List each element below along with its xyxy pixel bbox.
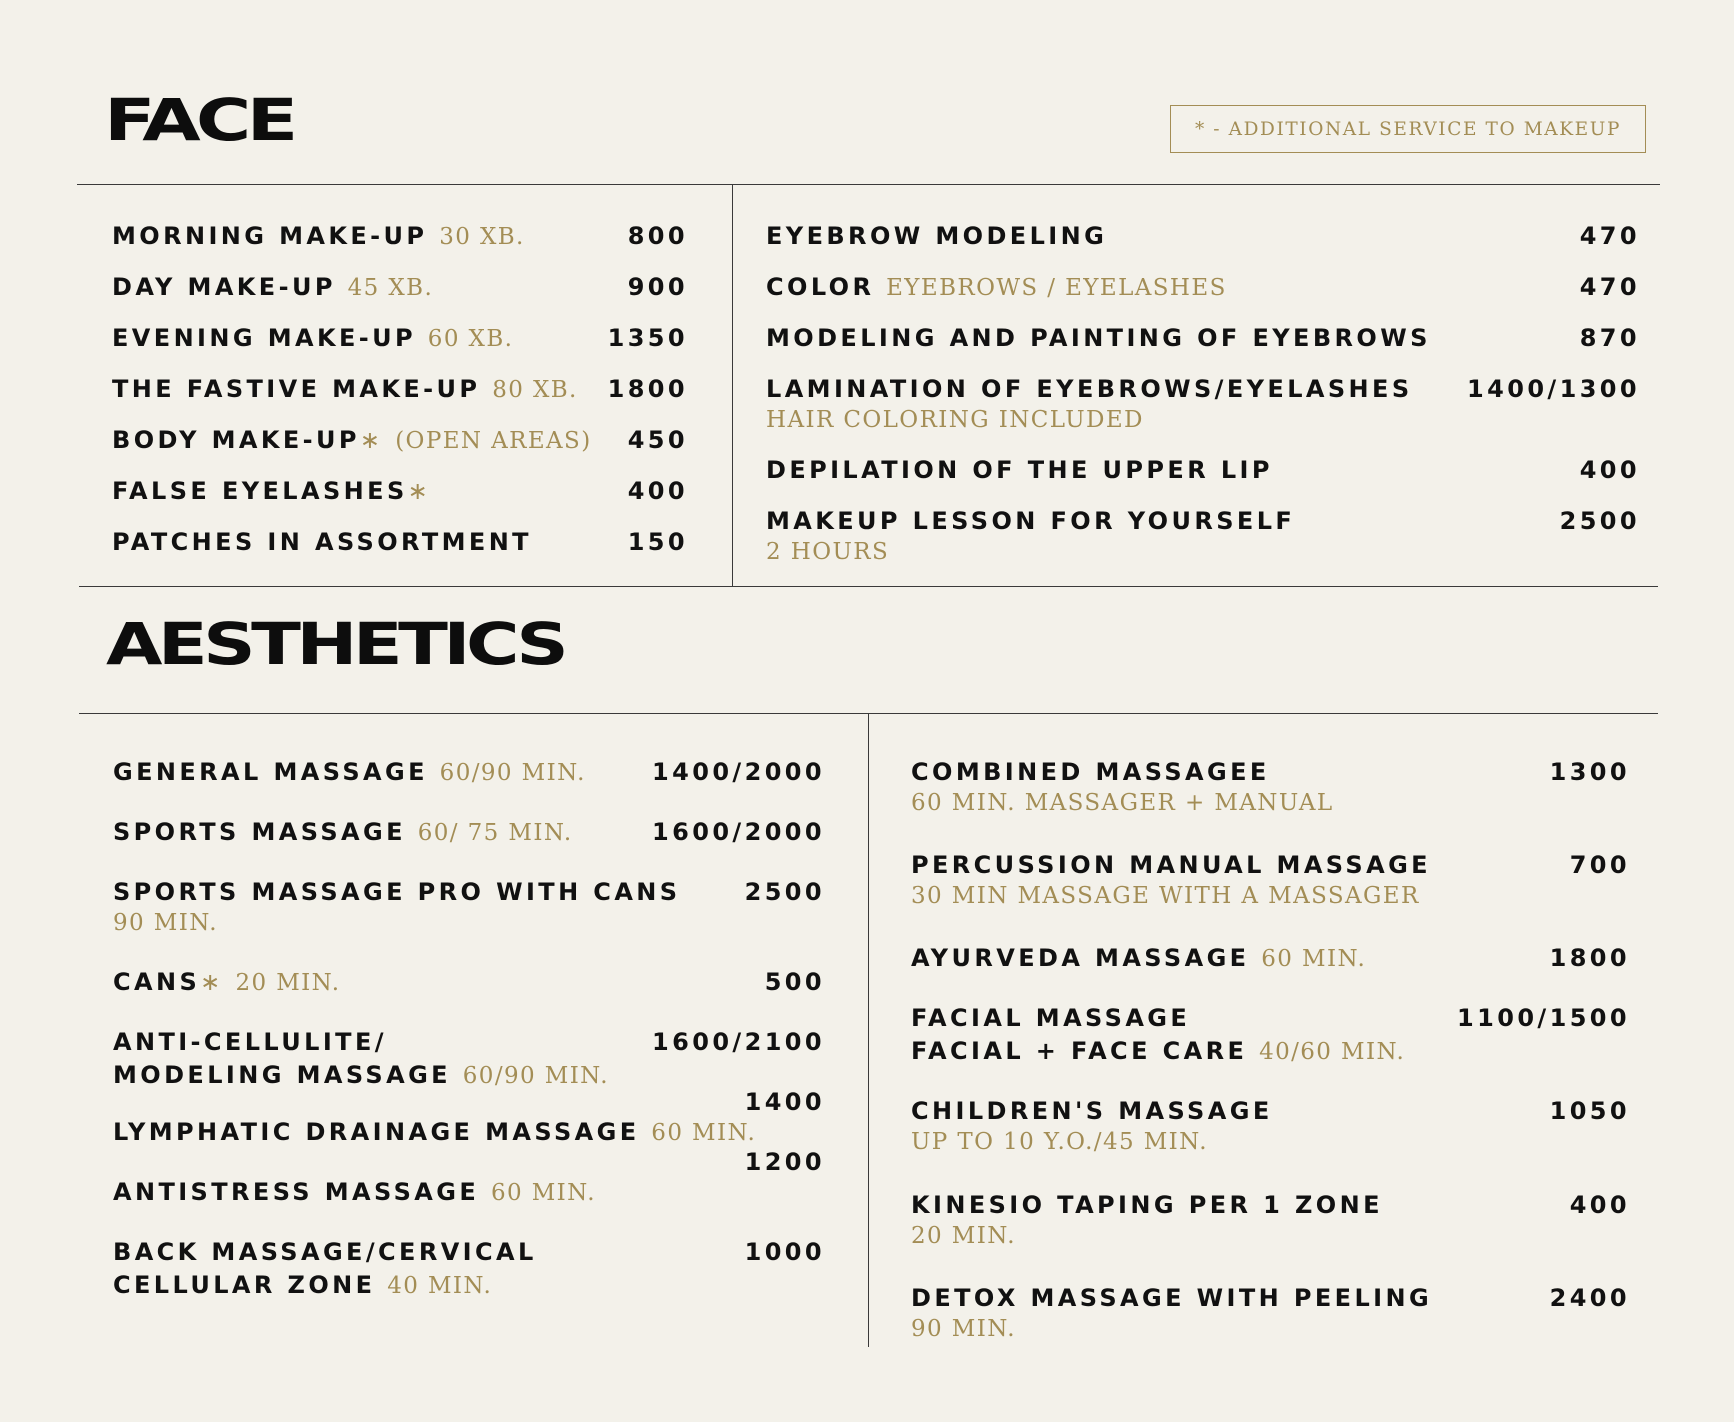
service-name-line xyxy=(112,424,592,458)
asterisk-icon: ∗ xyxy=(359,426,384,454)
asterisk-icon: ∗ xyxy=(407,477,432,505)
service-note: 60/90 MIN. xyxy=(462,1063,609,1089)
divider xyxy=(868,713,869,1347)
service-name: CHILDREN'S MASSAGE xyxy=(911,1097,1273,1125)
list-item xyxy=(112,220,525,254)
service-note: 80 ХВ. xyxy=(492,377,578,403)
list-item xyxy=(113,816,573,850)
list-item xyxy=(911,1282,1432,1343)
service-price: 1400 xyxy=(744,1088,825,1116)
service-price: 2500 xyxy=(1559,507,1640,535)
service-note: 60/ 75 MIN. xyxy=(417,820,573,846)
list-item xyxy=(112,373,578,407)
service-name: ANTI-CELLULITE/ xyxy=(113,1028,387,1056)
service-name-line xyxy=(113,1059,609,1093)
service-name-line xyxy=(112,220,525,254)
service-price: 1400/1300 xyxy=(1467,375,1640,403)
service-price: 400 xyxy=(1569,1191,1630,1219)
list-item xyxy=(112,424,592,458)
service-name-line xyxy=(113,1116,756,1150)
service-name: BODY MAKE-UP xyxy=(112,426,360,454)
service-name: FACIAL MASSAGE xyxy=(911,1004,1191,1032)
list-item xyxy=(112,475,431,508)
service-note: 45 ХВ. xyxy=(347,275,434,301)
list-item xyxy=(112,322,513,356)
face-title: FACE xyxy=(104,88,294,155)
service-name-line xyxy=(113,1026,609,1059)
service-price: 1300 xyxy=(1549,758,1630,786)
service-name: FALSE EYELASHES xyxy=(112,477,408,505)
service-subnote: 90 MIN. xyxy=(113,910,218,936)
service-name: SPORTS MASSAGE xyxy=(113,818,406,846)
service-price: 400 xyxy=(627,477,688,505)
service-subnote: 60 MIN. MASSAGER + MANUAL xyxy=(911,790,1334,816)
service-name: BACK MASSAGE/CERVICAL xyxy=(113,1238,537,1266)
service-name: DAY MAKE-UP xyxy=(112,273,336,301)
service-price: 2500 xyxy=(744,878,825,906)
service-name-line xyxy=(113,1236,537,1269)
service-price: 470 xyxy=(1579,222,1640,250)
service-name-line xyxy=(113,1269,537,1303)
service-note: 60 MIN. xyxy=(1261,946,1367,972)
service-price: 900 xyxy=(627,273,688,301)
list-item xyxy=(113,1026,609,1093)
service-name: DETOX MASSAGE WITH PEELING xyxy=(911,1284,1433,1312)
service-name: LAMINATION OF EYEBROWS/EYELASHES xyxy=(766,375,1413,403)
service-name-line xyxy=(766,454,1273,487)
asterisk-icon: ∗ xyxy=(200,968,224,996)
service-name: SPORTS MASSAGE PRO WITH CANS xyxy=(113,878,681,906)
service-name: EYEBROW MODELING xyxy=(766,222,1108,250)
service-name: AYURVEDA MASSAGE xyxy=(911,944,1250,972)
service-name-line xyxy=(766,322,1431,355)
service-name-line xyxy=(113,816,573,850)
service-subnote: UP TO 10 Y.O./45 MIN. xyxy=(911,1129,1208,1155)
service-price: 1800 xyxy=(607,375,688,403)
service-name-line xyxy=(911,1002,1405,1035)
service-price: 470 xyxy=(1579,273,1640,301)
service-name-line xyxy=(112,475,431,508)
list-item xyxy=(113,1236,537,1303)
service-name-line xyxy=(766,220,1107,253)
service-name-continued: FACIAL + FACE CARE xyxy=(911,1037,1248,1065)
service-note: 40/60 MIN. xyxy=(1259,1039,1406,1065)
list-item xyxy=(911,1189,1383,1250)
list-item xyxy=(112,526,532,559)
service-price: 1400/2000 xyxy=(652,758,825,786)
service-name: PERCUSSION MANUAL MASSAGE xyxy=(911,851,1431,879)
service-name-continued: CELLULAR ZONE xyxy=(113,1271,376,1299)
list-item xyxy=(766,373,1413,434)
list-item xyxy=(766,454,1273,487)
list-item xyxy=(112,271,433,305)
service-price: 400 xyxy=(1579,456,1640,484)
service-name: CANS xyxy=(113,968,201,996)
service-note: 60 MIN. xyxy=(490,1180,596,1206)
service-price: 1800 xyxy=(1549,944,1630,972)
service-price: 800 xyxy=(627,222,688,250)
additional-service-note: * - ADDITIONAL SERVICE TO MAKEUP xyxy=(1170,105,1646,153)
service-name-line xyxy=(911,1095,1273,1128)
service-note: 30 ХВ. xyxy=(439,224,525,250)
service-note: (OPEN AREAS) xyxy=(395,428,592,454)
service-price: 500 xyxy=(764,968,825,996)
service-subnote: 30 MIN MASSAGE WITH A MASSAGER xyxy=(911,883,1420,909)
service-name-line xyxy=(112,271,433,305)
service-subnote: HAIR COLORING INCLUDED xyxy=(766,407,1144,433)
service-name: COLOR xyxy=(766,273,875,301)
service-name: GENERAL MASSAGE xyxy=(113,758,428,786)
service-name-line xyxy=(911,756,1334,789)
list-item xyxy=(766,220,1107,253)
service-name: EVENING MAKE-UP xyxy=(112,324,417,352)
service-name: MAKEUP LESSON FOR YOURSELF xyxy=(766,507,1296,535)
service-price: 1350 xyxy=(607,324,688,352)
divider xyxy=(77,184,1660,185)
service-name: COMBINED MASSAGEE xyxy=(911,758,1270,786)
service-name-line xyxy=(911,1189,1383,1222)
service-name-line xyxy=(911,849,1431,882)
service-price: 700 xyxy=(1569,851,1630,879)
service-name-line xyxy=(113,1176,596,1210)
service-name-line xyxy=(766,373,1413,406)
service-price: 1000 xyxy=(744,1238,825,1266)
service-name: MORNING MAKE-UP xyxy=(112,222,428,250)
service-name: DEPILATION OF THE UPPER LIP xyxy=(766,456,1273,484)
service-name-line xyxy=(766,271,1227,305)
service-subnote: 20 MIN. xyxy=(911,1223,1016,1249)
list-item xyxy=(911,1095,1273,1156)
list-item xyxy=(911,1002,1405,1069)
divider xyxy=(732,184,733,586)
service-name-line xyxy=(766,505,1295,538)
service-note: 60/90 MIN. xyxy=(439,760,586,786)
service-name-line xyxy=(112,373,578,407)
service-price: 1600/2000 xyxy=(652,818,825,846)
service-name-line xyxy=(112,322,513,356)
service-note: 20 MIN. xyxy=(235,970,341,996)
list-item xyxy=(113,756,586,790)
service-subnote: 90 MIN. xyxy=(911,1316,1016,1342)
aesthetics-title: AESTHETICS xyxy=(106,612,565,679)
list-item xyxy=(766,271,1227,305)
service-price: 450 xyxy=(627,426,688,454)
list-item xyxy=(766,505,1295,566)
service-price: 150 xyxy=(627,528,688,556)
list-item xyxy=(911,942,1366,976)
service-name-line xyxy=(113,876,680,909)
list-item xyxy=(911,756,1334,817)
service-name-line xyxy=(911,942,1366,976)
service-note: 40 MIN. xyxy=(387,1273,493,1299)
service-name: ANTISTRESS MASSAGE xyxy=(113,1178,480,1206)
list-item xyxy=(766,322,1431,355)
service-price: 1200 xyxy=(744,1148,825,1176)
list-item xyxy=(911,849,1431,910)
list-item xyxy=(113,876,680,937)
service-name-continued: MODELING MASSAGE xyxy=(113,1061,451,1089)
service-name-line xyxy=(113,756,586,790)
list-item xyxy=(113,966,340,1000)
service-price: 870 xyxy=(1579,324,1640,352)
service-price: 2400 xyxy=(1549,1284,1630,1312)
service-name-line xyxy=(911,1282,1432,1315)
service-note: 60 MIN. xyxy=(651,1120,757,1146)
service-name-line xyxy=(911,1035,1405,1069)
service-name: PATCHES IN ASSORTMENT xyxy=(112,528,532,556)
service-price: 1600/2100 xyxy=(652,1028,825,1056)
divider xyxy=(79,586,1658,587)
service-name: KINESIO TAPING PER 1 ZONE xyxy=(911,1191,1383,1219)
service-name: LYMPHATIC DRAINAGE MASSAGE xyxy=(113,1118,640,1146)
list-item xyxy=(113,1176,596,1210)
service-name-line xyxy=(112,526,532,559)
service-note: EYEBROWS / EYELASHES xyxy=(886,275,1227,301)
service-note: 60 ХВ. xyxy=(427,326,514,352)
service-price: 1100/1500 xyxy=(1457,1004,1630,1032)
service-name: THE FASTIVE MAKE-UP xyxy=(112,375,481,403)
service-name: MODELING AND PAINTING OF EYEBROWS xyxy=(766,324,1431,352)
service-price: 1050 xyxy=(1549,1097,1630,1125)
service-name-line xyxy=(113,966,340,1000)
service-subnote: 2 HOURS xyxy=(766,539,890,565)
list-item xyxy=(113,1116,756,1150)
